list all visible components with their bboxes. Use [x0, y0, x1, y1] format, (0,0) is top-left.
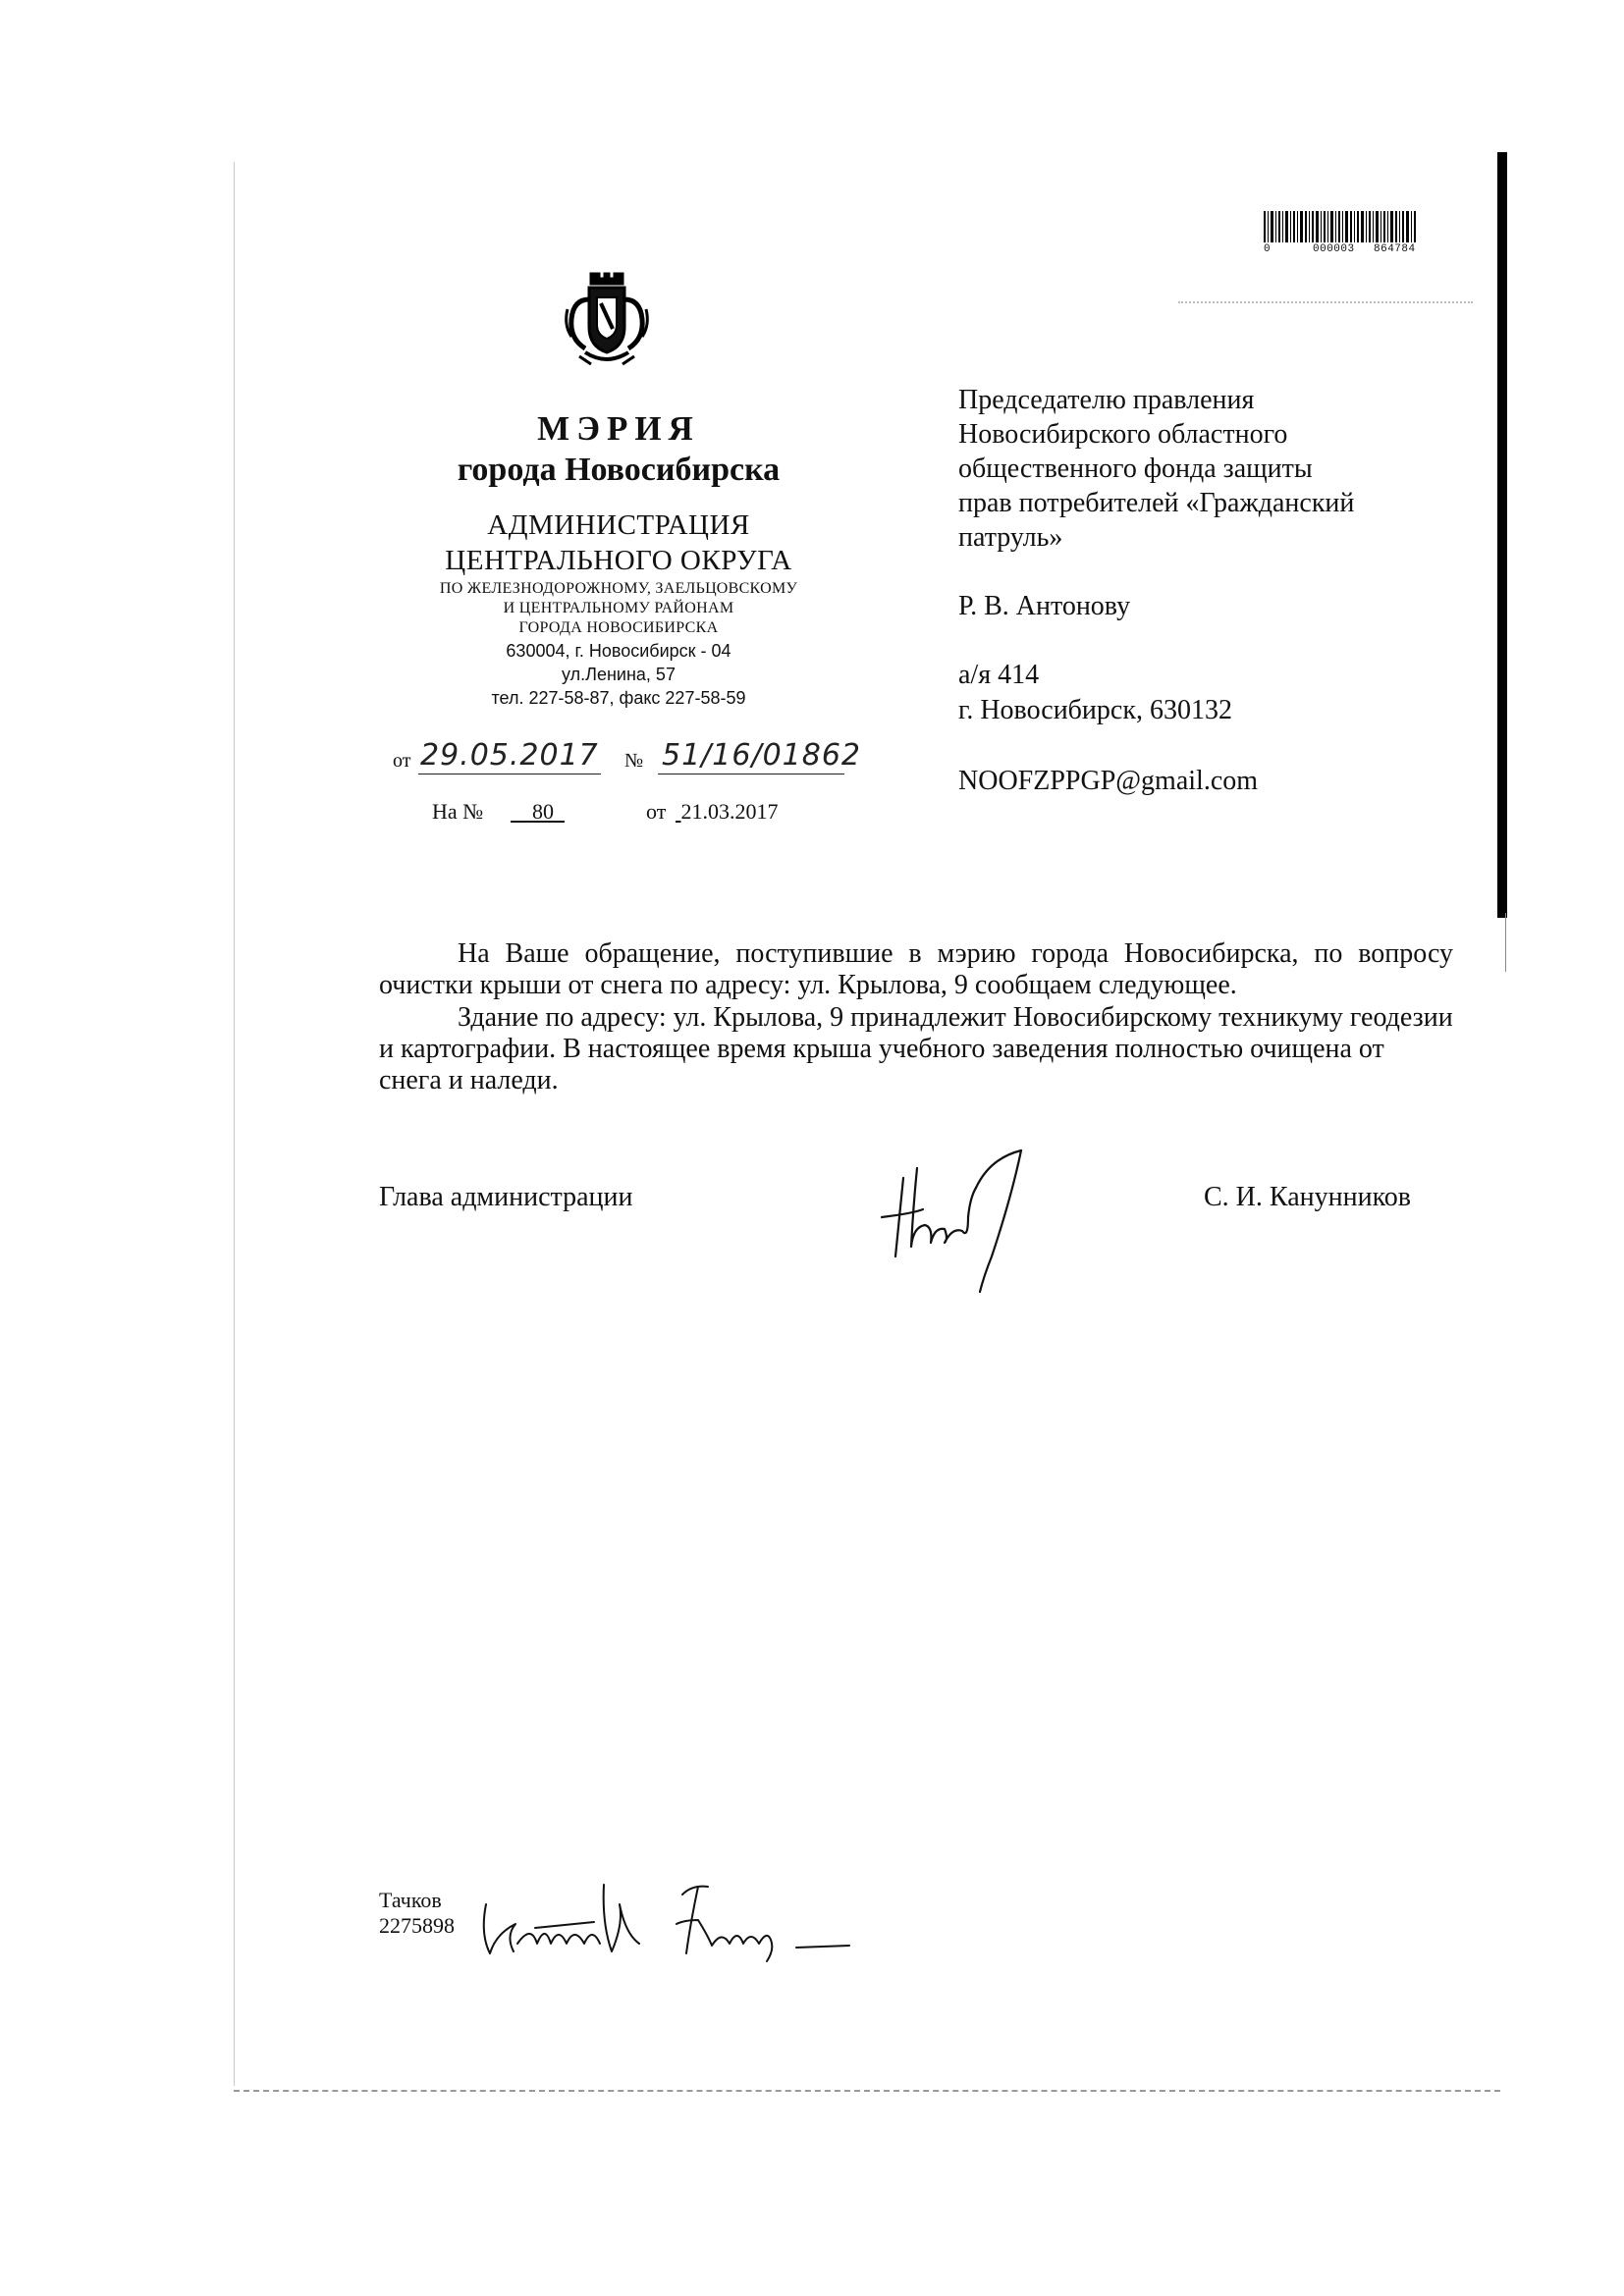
number-label: № — [624, 750, 644, 772]
letterhead-address-2: ул.Ленина, 57 — [562, 665, 676, 684]
handwritten-date: 29.05.2017 — [420, 738, 599, 773]
letterhead-admin: АДМИНИСТРАЦИЯ — [487, 509, 750, 541]
scan-dust-line — [1178, 301, 1473, 303]
letterhead-address-1: 630004, г. Новосибирск - 04 — [506, 641, 731, 661]
body-paragraph-1: На Ваше обращение, поступившие в мэрию города Новосибирска, по вопросу очистки крыши от снега по адресу: ул. Крылова, 9 сообщаем следующее. — [379, 938, 1453, 1000]
letterhead-subline-2: И ЦЕНТРАЛЬНОМУ РАЙОНАМ — [503, 600, 734, 616]
scan-edge-right — [1497, 152, 1507, 918]
barcode-digits-2: 000003 — [1313, 243, 1355, 255]
registration-row — [393, 734, 861, 777]
scan-edge-bottom — [234, 2090, 1500, 2092]
barcode-digits-3: 864784 — [1374, 243, 1416, 255]
letterhead-subline-1: ПО ЖЕЛЕЗНОДОРОЖНОМУ, ЗАЕЛЬЦОВСКОМУ — [439, 580, 798, 597]
handwritten-initials-icon — [476, 1865, 947, 1963]
executor-name: Тачков — [379, 1888, 442, 1912]
body-paragraph-2: Здание по адресу: ул. Крылова, 9 принадлежит Новосибирскому техникуму геодезии и картографии. В настоящее время крыша учебного заведения полностью очищена от снега и наледи. — [379, 1002, 1453, 1095]
signatory-title: Глава администрации — [379, 1182, 633, 1212]
scan-edge-right-thin — [1505, 913, 1506, 972]
barcode-number — [1262, 243, 1419, 259]
reference-row — [432, 799, 825, 828]
handwritten-number: 51/16/01862 — [662, 738, 861, 773]
recipient-line-1: Председателю правления — [958, 385, 1255, 415]
recipient-name: Р. В. Антонову — [958, 591, 1131, 621]
letterhead-subline-3: ГОРОДА НОВОСИБИРСКА — [518, 619, 719, 636]
recipient-email: NOOFZPPGP@gmail.com — [958, 766, 1259, 796]
signatory-name: С. И. Канунников — [1204, 1182, 1411, 1212]
recipient-po-box: а/я 414 — [958, 660, 1040, 690]
recipient-line-5: патруль» — [958, 522, 1063, 553]
date-label: от — [393, 750, 411, 772]
letterhead-city: города Новосибирска — [457, 452, 781, 488]
reply-from-date: 21.03.2017 — [680, 799, 779, 824]
reply-to-number: 80 — [532, 799, 554, 824]
letterhead-title: МЭРИЯ — [537, 409, 700, 448]
barcode-digits-1: 0 — [1264, 243, 1272, 255]
reply-to-label: На № — [432, 799, 484, 824]
executor-phone: 2275898 — [379, 1913, 455, 1938]
scan-edge-left — [234, 162, 235, 2086]
handwritten-signature-icon — [874, 1148, 1041, 1296]
letterhead-district: ЦЕНТРАЛЬНОГО ОКРУГА — [445, 545, 792, 576]
recipient-line-2: Новосибирского областного — [958, 419, 1288, 450]
recipient-line-4: прав потребителей «Гражданский — [958, 488, 1355, 518]
letterhead-phone: тел. 227-58-87, факс 227-58-59 — [491, 688, 746, 708]
coat-of-arms-icon — [562, 270, 652, 370]
recipient-city: г. Новосибирск, 630132 — [958, 695, 1232, 725]
recipient-line-3: общественного фонда защиты — [958, 454, 1313, 484]
reply-from-label: от — [646, 799, 667, 824]
